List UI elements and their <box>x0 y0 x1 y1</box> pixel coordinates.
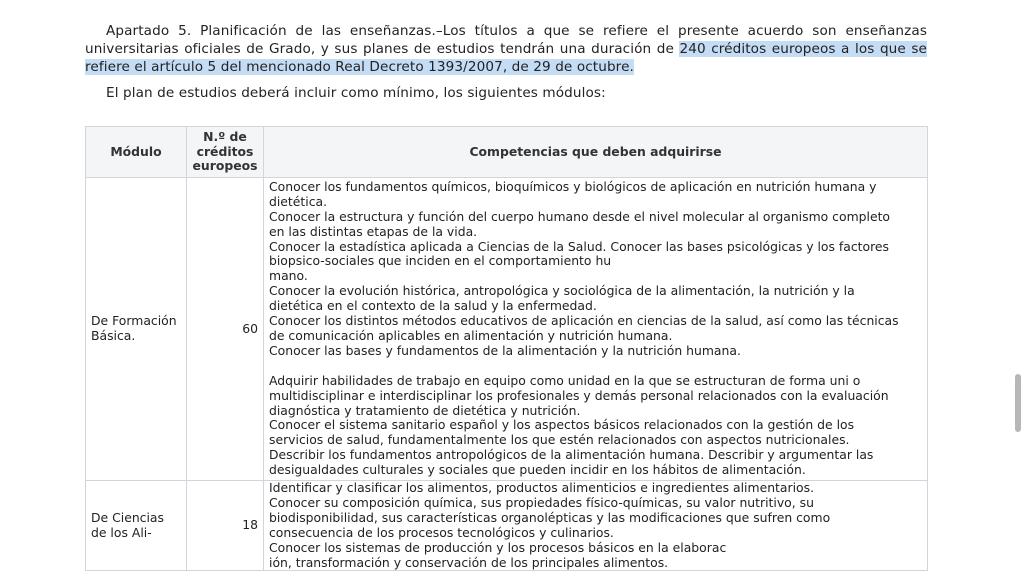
header-credits: N.º de créditos europeos <box>187 127 264 178</box>
module-competences: Identificar y clasificar los alimentos, productos alimenticios e ingredientes alimentarios. Conocer su composición química, sus propiedades físico-químicas, su valor nutritivo, su biodisponibilidad, sus características organolépticas y las modificaciones que sufren como consecuencia de los procesos tecnológicos y culinarios. Conocer los sistemas de producción y los procesos básicos en la elaborac ión, transformación y conservación de los principales alimentos. <box>264 481 928 571</box>
module-name: De Ciencias de los Ali- <box>86 481 187 571</box>
module-credits: 60 <box>187 178 264 481</box>
modules-table <box>85 126 928 571</box>
module-competences: Conocer los fundamentos químicos, bioquímicos y biológicos de aplicación en nutrición humana y dietética. Conocer la estructura y función del cuerpo humano desde el nivel molecular al organismo completo en las distintas etapas de la vida. Conocer la estadística aplicada a Ciencias de la Salud. Conocer las bases psicológicas y los factores biopsico-sociales que inciden en el comportamiento hu mano. Conocer la evolución histórica, antropológica y sociológica de la alimentación, la nutrición y la dietética en el contexto de la salud y la enfermedad. Conocer los distintos métodos educativos de aplicación en ciencias de la salud, así como las técnicas de comunicación aplicables en alimentación y nutrición humana. Conocer las bases y fundamentos de la alimentación y la nutrición humana. Adquirir habilidades de trabajo en equipo como unidad en la que se estructuran de forma uni o multidisciplinar e interdisciplinar los profesionales y demás personal relacionados con la evaluación diagnóstica y tratamiento de dietética y nutrición. Conocer el sistema sanitario español y los aspectos básicos relacionados con la gestión de los servicios de salud, fundamentalmente los que estén relacionados con aspectos nutricionales. Describir los fundamentos antropológicos de la alimentación humana. Describir y argumentar las desigualdades culturales y sociales que pueden incidir en los hábitos de alimentación. <box>264 178 928 481</box>
header-module: Módulo <box>86 127 187 178</box>
table-header-row <box>86 127 928 178</box>
module-name: De Formación Básica. <box>86 178 187 481</box>
highlighted-selection[interactable]: 240 créditos europeos a los que se refiere el artículo 5 del mencionado Real Decreto 1393/2007, de 29 de octubre. <box>85 41 928 75</box>
table-row <box>86 481 928 571</box>
table-row <box>86 178 928 481</box>
section-paragraph <box>85 22 927 76</box>
paragraph-text: Apartado 5. Planificación de las enseñanzas.–Los títulos a que se refiere el presente acuerdo son enseñanzas universitarias oficiales de Grado, y sus planes de estudios tendrán una duración de <box>85 23 927 57</box>
module-credits: 18 <box>187 481 264 571</box>
intro-paragraph: El plan de estudios deberá incluir como mínimo, los siguientes módulos: <box>106 85 606 101</box>
scrollbar-thumb[interactable] <box>1015 374 1021 432</box>
header-competences: Competencias que deben adquirirse <box>264 127 928 178</box>
